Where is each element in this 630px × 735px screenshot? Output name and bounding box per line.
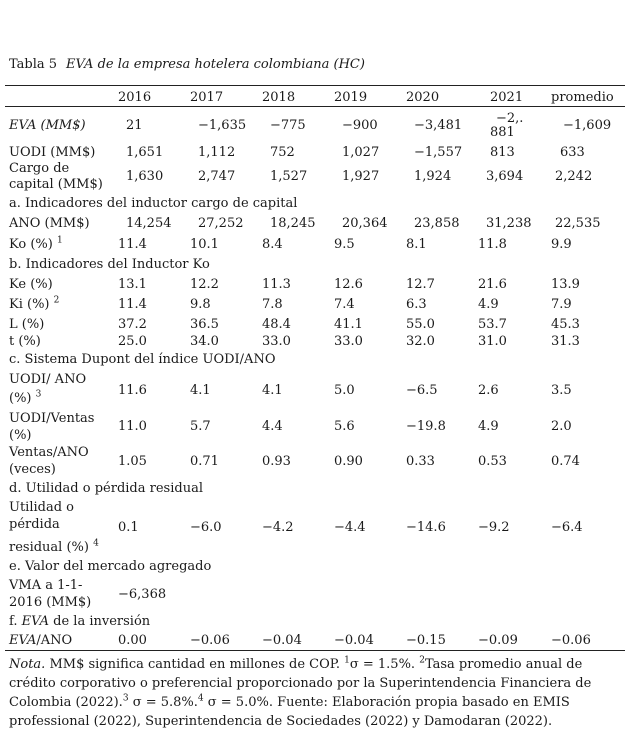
header-rule (5, 106, 625, 107)
cell: 20,364 (342, 216, 388, 231)
cell: 2.6 (478, 383, 499, 398)
cell: 0.93 (262, 454, 291, 469)
cell: 5.0 (334, 383, 355, 398)
cell: 4.9 (478, 419, 499, 434)
cell: 31.3 (551, 334, 580, 349)
cell: 2,242 (555, 169, 593, 184)
cell: 11.6 (118, 383, 147, 398)
row-label-uodi-ventas: UODI/Ventas (9, 411, 95, 426)
cell: 633 (560, 145, 585, 160)
section-b-heading: b. Indicadores del Inductor Ko (9, 257, 210, 272)
section-f-heading: f. EVA de la inversión (9, 614, 151, 629)
footnote-4: 4 (93, 538, 99, 549)
cell: 11.0 (118, 419, 147, 434)
table-caption (9, 57, 365, 72)
cell: −775 (270, 118, 306, 133)
cell: 11.3 (262, 277, 291, 292)
section-e-heading: e. Valor del mercado agregado (9, 559, 212, 574)
header-2018: 2018 (262, 90, 296, 105)
cell: −0.15 (406, 633, 446, 648)
cell: 8.1 (406, 237, 427, 252)
cell: −19.8 (406, 419, 446, 434)
cell: 13.1 (118, 277, 147, 292)
cell: 752 (270, 145, 295, 160)
cell: −1,609 (563, 118, 612, 133)
cell: −3,481 (414, 118, 463, 133)
cell: 21 (126, 118, 143, 133)
cell: 0.90 (334, 454, 363, 469)
cell: 0.1 (118, 520, 139, 535)
cell: 18,245 (270, 216, 316, 231)
cell: −4.4 (334, 520, 366, 535)
row-label-l: L (%) (9, 317, 45, 332)
row-label-t: t (%) (9, 334, 41, 349)
cell: 48.4 (262, 317, 291, 332)
cell: −6.5 (406, 383, 438, 398)
cell: 7.9 (551, 297, 572, 312)
header-2020: 2020 (406, 90, 440, 105)
header-2021: 2021 (490, 90, 524, 105)
cell: 12.2 (190, 277, 219, 292)
cell: 11.4 (118, 237, 147, 252)
cell: 6.3 (406, 297, 427, 312)
cell: 9.8 (190, 297, 211, 312)
cell: −6.4 (551, 520, 583, 535)
cell: 22,535 (555, 216, 601, 231)
cell: 21.6 (478, 277, 507, 292)
cell: 1.05 (118, 454, 147, 469)
cell: 31.0 (478, 334, 507, 349)
cell: 4.4 (262, 419, 283, 434)
row-label-eva-ano: EVA/ANO (9, 633, 73, 648)
cell: −2,. (496, 111, 524, 126)
row-label-ko: Ko (%) $^1$ (9, 235, 63, 252)
cell: −9.2 (478, 520, 510, 535)
cell: 1,527 (270, 169, 308, 184)
row-label-vma: VMA a 1-1- (9, 578, 83, 593)
header-2017: 2017 (190, 90, 224, 105)
cell: 2.0 (551, 419, 572, 434)
header-promedio: promedio (551, 90, 614, 105)
cell: 1,112 (198, 145, 236, 160)
cell: 1,027 (342, 145, 380, 160)
cell: 9.9 (551, 237, 572, 252)
cell: 1,924 (414, 169, 452, 184)
cell: 5.6 (334, 419, 355, 434)
footnote-1: 1 (56, 235, 63, 246)
header-2016: 2016 (118, 90, 152, 105)
cell: −0.04 (334, 633, 374, 648)
cell: −0.06 (551, 633, 591, 648)
cell: −1,635 (198, 118, 247, 133)
section-a-heading: a. Indicadores del inductor cargo de capital (9, 196, 298, 211)
cell: 7.4 (334, 297, 355, 312)
cell: 1,927 (342, 169, 380, 184)
row-label-ventas-ano: Ventas/ANO (9, 445, 89, 460)
cell: 3.5 (551, 383, 572, 398)
cell: 5.7 (190, 419, 211, 434)
cell: 12.7 (406, 277, 435, 292)
cell: 36.5 (190, 317, 219, 332)
row-label-util: Utilidad o (9, 500, 75, 515)
cell: 2,747 (198, 169, 236, 184)
row-label-vma-2: 2016 (MM$) (9, 595, 92, 610)
cell: 1,651 (126, 145, 164, 160)
cell: 14,254 (126, 216, 172, 231)
row-label-ventas-ano-2: (veces) (9, 462, 56, 477)
table-number: Tabla 5 (9, 57, 58, 72)
top-rule (5, 85, 625, 86)
footnote-3: 3 (35, 389, 42, 400)
cell: 23,858 (414, 216, 460, 231)
cell: 1,630 (126, 169, 164, 184)
cell-wrap: 881 (490, 125, 515, 140)
cell: −6.0 (190, 520, 222, 535)
cell: 53.7 (478, 317, 507, 332)
section-c-heading: c. Sistema Dupont del índice UODI/ANO (9, 352, 276, 367)
row-label-uodi-ano-2: (%) $^3$ (9, 389, 42, 406)
cell: 8.4 (262, 237, 283, 252)
cell: −0.09 (478, 633, 518, 648)
cell: 4.1 (190, 383, 211, 398)
row-label-eva: EVA (MM$) (9, 118, 86, 133)
cell: 31,238 (486, 216, 532, 231)
bottom-rule (5, 650, 625, 651)
row-label-util-3: residual (%) $^4$ (9, 538, 99, 555)
cell: 4.1 (262, 383, 283, 398)
row-label-cargo: Cargo de (9, 161, 70, 176)
cell: 13.9 (551, 277, 580, 292)
cell: 37.2 (118, 317, 147, 332)
cell: 0.00 (118, 633, 147, 648)
cell: 45.3 (551, 317, 580, 332)
cell: 4.9 (478, 297, 499, 312)
cell: −1,557 (414, 145, 463, 160)
cell: −14.6 (406, 520, 446, 535)
cell: 3,694 (486, 169, 524, 184)
cell: 7.8 (262, 297, 283, 312)
cell: 33.0 (262, 334, 291, 349)
cell: 11.4 (118, 297, 147, 312)
header-2019: 2019 (334, 90, 368, 105)
cell: 33.0 (334, 334, 363, 349)
footnote-2: 2 (53, 295, 60, 306)
cell: 41.1 (334, 317, 363, 332)
cell: −6,368 (118, 587, 167, 602)
cell: 0.71 (190, 454, 219, 469)
row-label-uodi-ano: UODI/ ANO (9, 372, 87, 387)
row-label-ki: Ki (%) $^2$ (9, 295, 60, 312)
row-label-ano: ANO (MM$) (9, 216, 90, 231)
cell: 32.0 (406, 334, 435, 349)
cell: 9.5 (334, 237, 355, 252)
cell: 0.74 (551, 454, 580, 469)
cell: 25.0 (118, 334, 147, 349)
section-d-heading: d. Utilidad o pérdida residual (9, 481, 203, 496)
row-label-cargo-2: capital (MM$) (9, 177, 103, 192)
cell: 813 (490, 145, 515, 160)
row-label-uodi-ventas-2: (%) (9, 428, 32, 443)
cell: 12.6 (334, 277, 363, 292)
cell: 10.1 (190, 237, 219, 252)
cell: 55.0 (406, 317, 435, 332)
cell: 11.8 (478, 237, 507, 252)
cell: −900 (342, 118, 378, 133)
cell: 27,252 (198, 216, 244, 231)
cell: 0.33 (406, 454, 435, 469)
row-label-uodi: UODI (MM$) (9, 145, 96, 160)
cell: −4.2 (262, 520, 294, 535)
row-label-ke: Ke (%) (9, 277, 53, 292)
cell: 34.0 (190, 334, 219, 349)
cell: 0.53 (478, 454, 507, 469)
table-title: EVA de la empresa hotelera colombiana (HC) (66, 57, 365, 72)
table-note: Nota. MM$ significa cantidad en millones de COP. $^1$σ = 1.5%. $^2$Tasa promedio anual de crédito corporativo o preferencial proporcionado por la Superintendencia Financiera de Colombia (2022).$^3$ σ = 5.8%.$^4$ σ = 5.0%. Fuente: Elaboración propia basado en EMIS professional (2022), Superintendencia de Sociedades (2022) y Damodaran (2022). (9, 655, 592, 729)
cell: −0.06 (190, 633, 230, 648)
row-label-util-2: pérdida (9, 517, 60, 532)
cell: −0.04 (262, 633, 302, 648)
